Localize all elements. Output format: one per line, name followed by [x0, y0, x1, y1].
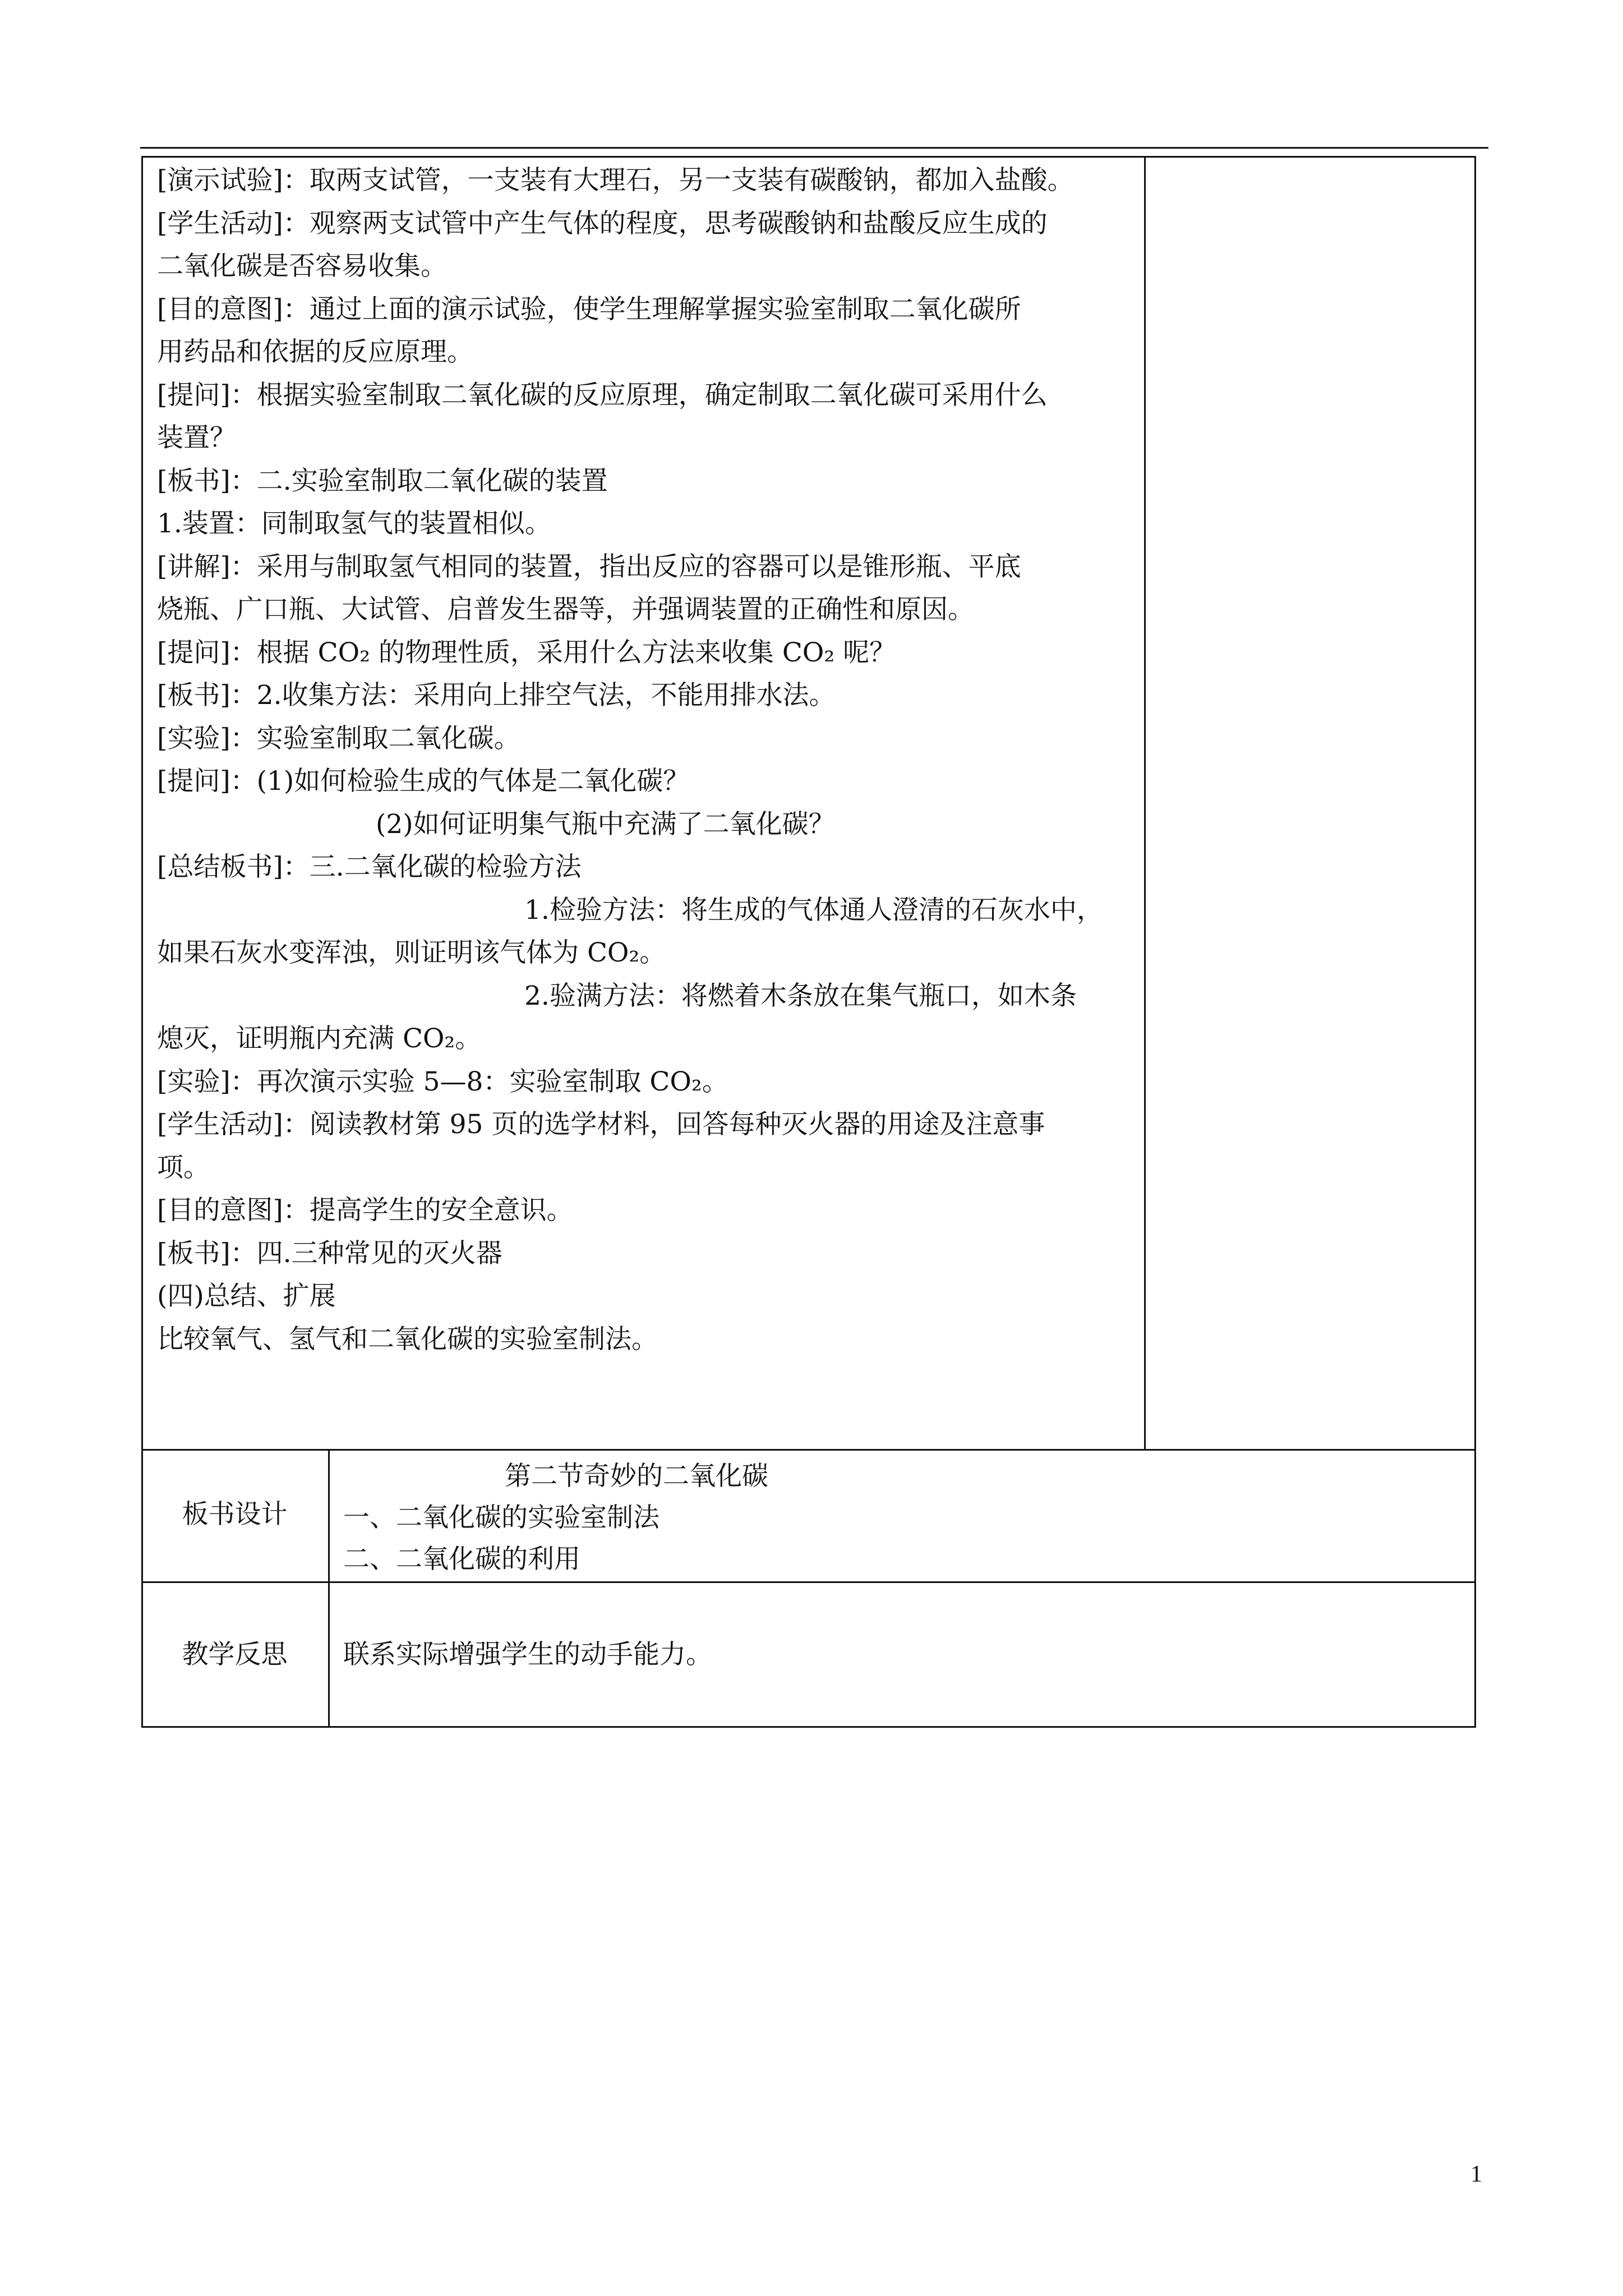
content-line: [实验]：实验室制取二氧化碳。 — [157, 723, 520, 754]
content-line: [讲解]：采用与制取氢气相同的装置，指出反应的容器可以是锥形瓶、平底 — [157, 551, 1021, 582]
content-line: [提问]：根据 CO₂ 的物理性质，采用什么方法来收集 CO₂ 呢？ — [157, 637, 896, 668]
content-line: [学生活动]：观察两支试管中产生气体的程度，思考碳酸钠和盐酸反应生成的 — [157, 208, 1048, 239]
content-line: [目的意图]：通过上面的演示试验，使学生理解掌握实验室制取二氧化碳所 — [157, 293, 1021, 325]
content-line: 如果石灰水变浑浊，则证明该气体为 CO₂。 — [157, 937, 666, 968]
notes-column-divider — [1144, 156, 1146, 1450]
content-line: [目的意图]：提高学生的安全意识。 — [157, 1195, 573, 1226]
teaching-reflection-text: 联系实际增强学生的动手能力。 — [343, 1639, 712, 1670]
content-line: [演示试验]：取两支试管，一支装有大理石，另一支装有碳酸钠，都加入盐酸。 — [157, 165, 1074, 196]
content-line: (四)总结、扩展 — [157, 1281, 336, 1312]
content-line: [学生活动]：阅读教材第 95 页的选学材料，回答每种灭火器的用途及注意事 — [157, 1109, 1045, 1140]
content-line: [板书]：二.实验室制取二氧化碳的装置 — [157, 465, 608, 496]
content-line: 熄灭，证明瓶内充满 CO₂。 — [157, 1023, 482, 1054]
page-number: 1 — [1470, 2161, 1482, 2187]
content-line: [总结板书]：三.二氧化碳的检验方法 — [157, 852, 582, 882]
content-line: 二氧化碳是否容易收集。 — [157, 251, 447, 282]
blackboard-design-label: 板书设计 — [182, 1499, 288, 1530]
teaching-reflection-label: 教学反思 — [182, 1639, 288, 1670]
content-line: 烧瓶、广口瓶、大试管、启普发生器等，并强调装置的正确性和原因。 — [157, 594, 974, 625]
content-line: 1.检验方法：将生成的气体通人澄清的石灰水中， — [524, 894, 1103, 926]
content-line: [提问]：根据实验室制取二氧化碳的反应原理，确定制取二氧化碳可采用什么 — [157, 379, 1048, 411]
blackboard-design-item-1: 一、二氧化碳的实验室制法 — [343, 1502, 660, 1533]
main-row-bottom-border — [141, 1449, 1476, 1451]
content-line: 项。 — [157, 1152, 210, 1183]
content-line: 2.验满方法：将燃着木条放在集气瓶口，如木条 — [524, 980, 1077, 1011]
content-line: 1.装置：同制取氢气的装置相似。 — [157, 508, 551, 539]
main-teaching-content — [157, 159, 1144, 1361]
blackboard-design-item-2: 二、二氧化碳的利用 — [343, 1544, 580, 1575]
blackboard-design-title: 第二节奇妙的二氧化碳 — [505, 1461, 768, 1492]
content-line: [提问]：(1)如何检验生成的气体是二氧化碳？ — [157, 766, 690, 797]
content-line: 比较氧气、氢气和二氧化碳的实验室制法。 — [157, 1323, 658, 1355]
content-line: [实验]：再次演示实验 5—8：实验室制取 CO₂。 — [157, 1066, 728, 1097]
content-line: [板书]：2.收集方法：采用向上排空气法，不能用排水法。 — [157, 680, 836, 711]
content-line: 装置？ — [157, 422, 236, 453]
label-column-divider — [328, 1449, 330, 1728]
design-row-bottom-border — [141, 1581, 1476, 1583]
content-line: [板书]：四.三种常见的灭火器 — [157, 1237, 502, 1269]
header-rule — [140, 147, 1488, 149]
content-line: (2)如何证明集气瓶中充满了二氧化碳？ — [376, 808, 835, 840]
content-line: 用药品和依据的反应原理。 — [157, 337, 473, 367]
